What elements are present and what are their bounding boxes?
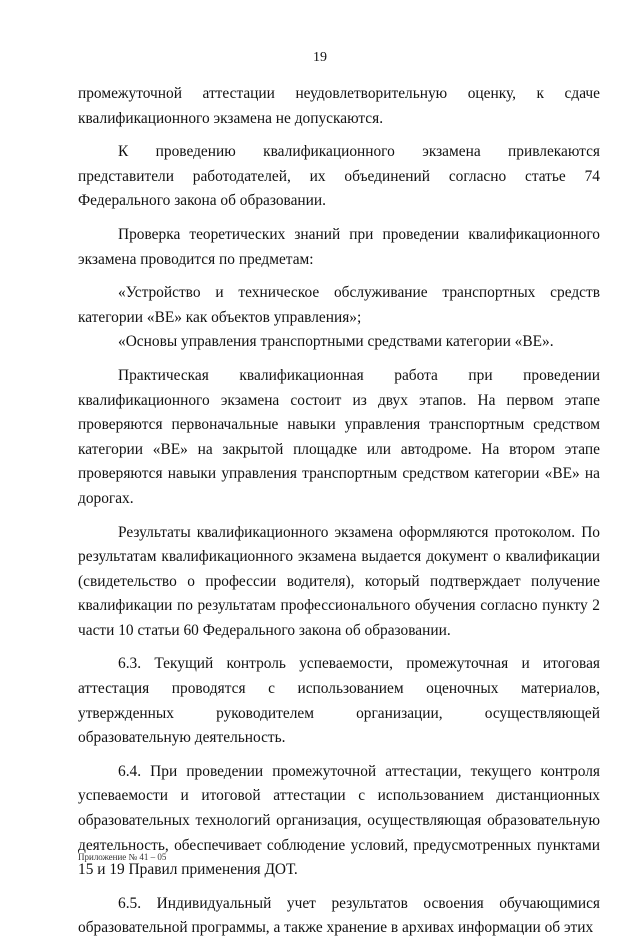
paragraph: «Основы управления транспортными средствами категории «ВЕ». bbox=[118, 333, 554, 351]
paragraph: 6.3. Текущий контроль успеваемости, промежуточная и итоговая аттестация проводятся с использованием оценочных материалов, утвержденных руководителем организации, осуществляющей образовательную деятельность. bbox=[78, 655, 600, 747]
paragraph: 6.5. Индивидуальный учет результатов освоения обучающимися образовательной программы, а также хранение в архивах информации об этих bbox=[78, 894, 600, 937]
paragraph: Проверка теоретических знаний при проведении квалификационного экзамена проводится по предметам: bbox=[78, 225, 600, 268]
paragraph: 6.4. При проведении промежуточной аттестации, текущего контроля успеваемости и итоговой аттестации с использованием дистанционных образовательных технологий организация, осуществляющая образовательную деятельность, обеспечивает соблюдение условий, предусмотренных пунктами 15 и 19 Правил применения ДОТ. bbox=[78, 762, 600, 879]
paragraph: Результаты квалификационного экзамена оформляются протоколом. По результатам квалификационного экзамена выдается документ о квалификации (свидетельство о профессии водителя), который подтверждает получение квалификации по результатам профессионального обучения согласно пункту 2 части 10 статьи 60 Федерального закона об образовании. bbox=[78, 523, 600, 639]
paragraph: К проведению квалификационного экзамена привлекаются представители работодателей, их объединений согласно статье 74 Федерального закона об образовании. bbox=[78, 143, 600, 210]
page-number: 19 bbox=[313, 50, 327, 65]
page-footer: Приложение № 41 – 05 bbox=[78, 852, 167, 862]
paragraph: промежуточной аттестации неудовлетворительную оценку, к сдаче квалификационного экзамена не допускаются. bbox=[78, 85, 600, 127]
document-body bbox=[78, 82, 600, 941]
paragraph: Практическая квалификационная работа при проведении квалификационного экзамена состоит из двух этапов. На первом этапе проверяются первоначальные навыки управления транспортным средством категории «ВЕ» на закрытой площадке или автодроме. На втором этапе проверяются навыки управления транспортным средством категории «ВЕ» на дорогах. bbox=[78, 366, 600, 507]
paragraph: «Устройство и техническое обслуживание транспортных средств категории «ВЕ» как объектов управления»; bbox=[78, 284, 600, 326]
